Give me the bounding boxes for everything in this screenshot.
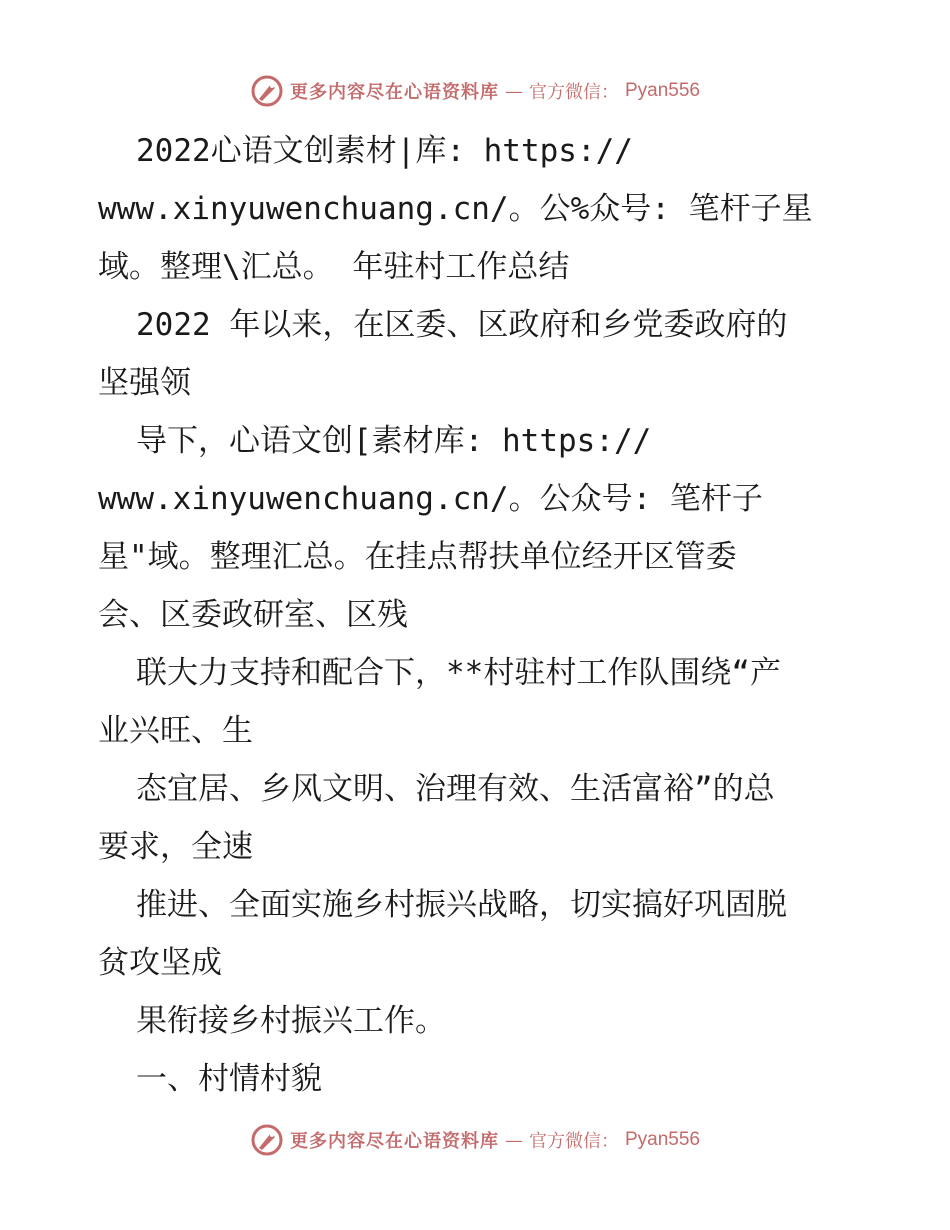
banner-wechat-label: 官方微信： xyxy=(528,82,619,103)
body-line: 果衔接乡村振兴工作。 xyxy=(136,1003,446,1039)
body-line: 2022心语文创素材|库: https:// xyxy=(136,133,633,169)
body-line: 星"域。整理汇总。在挂点帮扶单位经开区管委 xyxy=(98,539,737,575)
body-line: 贫攻坚成 xyxy=(98,945,222,981)
pen-nib-logo-icon xyxy=(250,1123,284,1157)
document-body xyxy=(98,122,858,1108)
body-line: 坚强领 xyxy=(98,365,191,401)
banner-slogan: 更多内容尽在心语资料库 xyxy=(289,1131,499,1152)
body-line: 推进、全面实施乡村振兴战略，切实搞好巩固脱 xyxy=(136,887,787,923)
body-line: www.xinyuwenchuang.cn/。公众号: 笔杆子 xyxy=(98,481,763,517)
banner-wechat-id: Pyan556 xyxy=(624,80,700,101)
banner-wechat-id: Pyan556 xyxy=(624,1129,700,1150)
banner-separator: — xyxy=(504,1129,523,1151)
banner-slogan: 更多内容尽在心语资料库 xyxy=(289,82,499,103)
body-line: 2022 年以来，在区委、区政府和乡党委政府的 xyxy=(136,307,788,343)
banner-separator: — xyxy=(504,80,523,102)
body-line: 域。整理\汇总。 年驻村工作总结 xyxy=(98,249,570,285)
body-line: 会、区委政研室、区残 xyxy=(98,597,408,633)
body-line: 态宜居、乡风文明、治理有效、生活富裕”的总 xyxy=(136,771,775,807)
body-line: www.xinyuwenchuang.cn/。公%众号: 笔杆子星 xyxy=(98,191,813,227)
header-watermark-banner xyxy=(0,71,950,111)
body-line: 业兴旺、生 xyxy=(98,713,253,749)
banner-wechat-label: 官方微信： xyxy=(528,1131,619,1152)
body-line: 要求，全速 xyxy=(98,829,253,865)
pen-nib-logo-icon xyxy=(250,74,284,108)
body-line: 联大力支持和配合下，**村驻村工作队围绕“产 xyxy=(136,655,781,691)
body-line: 导下，心语文创[素材库: https:// xyxy=(136,423,652,459)
section-heading: 一、村情村貌 xyxy=(136,1061,322,1097)
footer-watermark-banner xyxy=(0,1120,950,1160)
